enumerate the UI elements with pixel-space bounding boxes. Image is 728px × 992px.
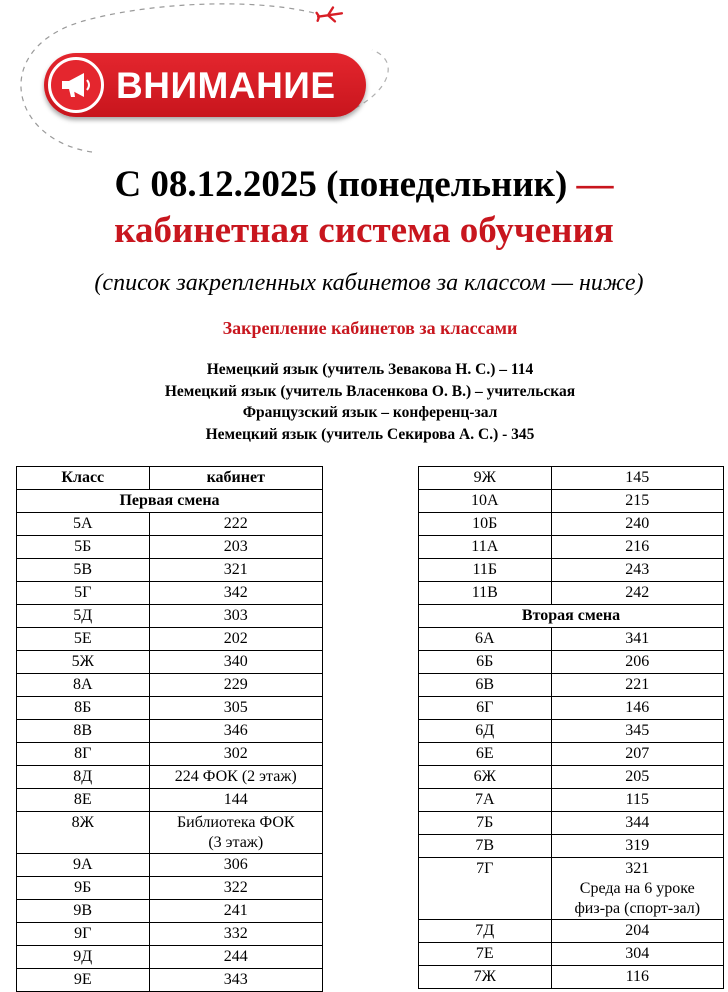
class-cell: 8Ж <box>17 812 150 854</box>
table-row <box>17 743 323 766</box>
class-cell: 6Г <box>419 697 552 720</box>
room-cell: 321 Среда на 6 уроке физ-ра (спорт-зал) <box>551 858 723 920</box>
class-cell: 6В <box>419 674 552 697</box>
room-cell: 216 <box>551 536 723 559</box>
class-cell: 5Д <box>17 605 150 628</box>
class-cell: 11В <box>419 582 552 605</box>
table-row <box>419 858 724 920</box>
class-cell: 8Б <box>17 697 150 720</box>
class-cell: 7Ж <box>419 966 552 989</box>
table-row <box>419 582 724 605</box>
room-cell: 306 <box>149 854 323 877</box>
class-cell: 8Д <box>17 766 150 789</box>
class-cell: 5Е <box>17 628 150 651</box>
room-cell: 346 <box>149 720 323 743</box>
room-cell: 322 <box>149 877 323 900</box>
table-row <box>17 877 323 900</box>
class-cell: 7Б <box>419 812 552 835</box>
table-row <box>419 966 724 989</box>
class-cell: 9В <box>17 900 150 923</box>
table-row <box>419 628 724 651</box>
class-cell: 8А <box>17 674 150 697</box>
language-room-line: Немецкий язык (учитель Зевакова Н. С.) – 114 <box>206 361 534 378</box>
room-cell: 207 <box>551 743 723 766</box>
room-cell: 240 <box>551 513 723 536</box>
room-cell: 242 <box>551 582 723 605</box>
table-row <box>419 812 724 835</box>
room-cell: 303 <box>149 605 323 628</box>
room-cell: 203 <box>149 536 323 559</box>
class-cell: 7Е <box>419 943 552 966</box>
table-row <box>17 651 323 674</box>
table-row <box>17 674 323 697</box>
class-cell: 11А <box>419 536 552 559</box>
language-room-line: Немецкий язык (учитель Секирова А. С.) - 345 <box>205 425 535 443</box>
class-cell: 7А <box>419 789 552 812</box>
class-cell: 7В <box>419 835 552 858</box>
class-cell: 6Б <box>419 651 552 674</box>
shift-row <box>419 605 724 628</box>
room-cell: 340 <box>149 651 323 674</box>
room-cell: 319 <box>551 835 723 858</box>
room-cell: 205 <box>551 766 723 789</box>
table-row <box>17 789 323 812</box>
class-cell: 9Г <box>17 923 150 946</box>
room-cell: 144 <box>149 789 323 812</box>
class-cell: 9Б <box>17 877 150 900</box>
class-cell: 8Е <box>17 789 150 812</box>
table-row <box>419 513 724 536</box>
table-row <box>17 536 323 559</box>
room-cell: Библиотека ФОК (3 этаж) <box>149 812 323 854</box>
room-cell: 304 <box>551 943 723 966</box>
class-cell: 9Ж <box>419 467 552 490</box>
room-cell: 115 <box>551 789 723 812</box>
class-cell: 10Б <box>419 513 552 536</box>
headline-line1: С 08.12.2025 (понедельник) <box>114 164 568 205</box>
class-cell: 5В <box>17 559 150 582</box>
class-cell: 5Г <box>17 582 150 605</box>
table-row <box>419 920 724 943</box>
table-row <box>419 743 724 766</box>
class-cell: 8В <box>17 720 150 743</box>
rooms-table-left <box>16 466 323 992</box>
room-cell: 332 <box>149 923 323 946</box>
room-cell: 215 <box>551 490 723 513</box>
note-text: (список закрепленных кабинетов за классом — ниже) <box>94 270 644 296</box>
shift-label: Первая смена <box>17 490 323 513</box>
class-cell: 5Б <box>17 536 150 559</box>
room-cell: 343 <box>149 969 323 992</box>
table-row <box>419 720 724 743</box>
class-cell: 7Г <box>419 858 552 920</box>
table-row <box>17 854 323 877</box>
room-cell: 305 <box>149 697 323 720</box>
room-cell: 345 <box>551 720 723 743</box>
language-rooms-list <box>0 359 728 445</box>
table-row <box>17 900 323 923</box>
class-cell: 6Ж <box>419 766 552 789</box>
headline-subtitle: кабинетная система обучения <box>114 210 614 251</box>
room-cell: 341 <box>551 628 723 651</box>
room-cell: 202 <box>149 628 323 651</box>
megaphone-icon <box>48 57 104 113</box>
table-header-row <box>17 467 323 490</box>
table-row <box>419 559 724 582</box>
language-room-line: Немецкий язык (учитель Власенкова О. В.) – учительская <box>164 382 576 400</box>
room-cell: 224 ФОК (2 этаж) <box>149 766 323 789</box>
table-row <box>17 697 323 720</box>
room-cell: 342 <box>149 582 323 605</box>
room-cell: 222 <box>149 513 323 536</box>
table-row <box>17 923 323 946</box>
table-row <box>17 766 323 789</box>
table-row <box>419 766 724 789</box>
table-row <box>17 628 323 651</box>
class-cell: 11Б <box>419 559 552 582</box>
table-row <box>419 789 724 812</box>
table-row <box>419 697 724 720</box>
room-cell: 302 <box>149 743 323 766</box>
table-row <box>419 835 724 858</box>
room-cell: 244 <box>149 946 323 969</box>
table-row <box>17 720 323 743</box>
room-cell: 116 <box>551 966 723 989</box>
section-title: Закрепление кабинетов за классами <box>222 318 518 338</box>
class-cell: 8Г <box>17 743 150 766</box>
table-row <box>17 605 323 628</box>
shift-row <box>17 490 323 513</box>
headline-date <box>0 163 728 206</box>
class-cell: 9Д <box>17 946 150 969</box>
table-row <box>17 582 323 605</box>
room-cell: 204 <box>551 920 723 943</box>
airplane-icon <box>316 6 343 23</box>
table-row <box>419 674 724 697</box>
table-row <box>17 513 323 536</box>
room-cell: 229 <box>149 674 323 697</box>
language-room-line: Французский язык – конференц-зал <box>242 404 498 422</box>
header-room: кабинет <box>149 467 323 490</box>
room-cell: 206 <box>551 651 723 674</box>
table-row <box>419 467 724 490</box>
banner-label: ВНИМАНИЕ <box>116 65 336 106</box>
room-cell: 241 <box>149 900 323 923</box>
rooms-table-right <box>418 466 724 989</box>
header-class: Класс <box>17 467 150 490</box>
class-cell: 9Е <box>17 969 150 992</box>
table-row <box>17 946 323 969</box>
table-row <box>419 651 724 674</box>
table-row <box>419 943 724 966</box>
class-cell: 6Д <box>419 720 552 743</box>
table-row <box>17 812 323 854</box>
room-cell: 243 <box>551 559 723 582</box>
table-row <box>419 490 724 513</box>
attention-banner <box>44 53 366 117</box>
room-cell: 145 <box>551 467 723 490</box>
table-row <box>419 536 724 559</box>
class-cell: 6А <box>419 628 552 651</box>
class-cell: 10А <box>419 490 552 513</box>
class-cell: 5А <box>17 513 150 536</box>
class-cell: 7Д <box>419 920 552 943</box>
room-cell: 321 <box>149 559 323 582</box>
class-cell: 5Ж <box>17 651 150 674</box>
headline-dash: — <box>576 164 614 205</box>
class-cell: 9А <box>17 854 150 877</box>
shift-label: Вторая смена <box>419 605 724 628</box>
table-row <box>17 559 323 582</box>
room-cell: 221 <box>551 674 723 697</box>
room-cell: 146 <box>551 697 723 720</box>
class-cell: 6Е <box>419 743 552 766</box>
table-row <box>17 969 323 992</box>
room-cell: 344 <box>551 812 723 835</box>
